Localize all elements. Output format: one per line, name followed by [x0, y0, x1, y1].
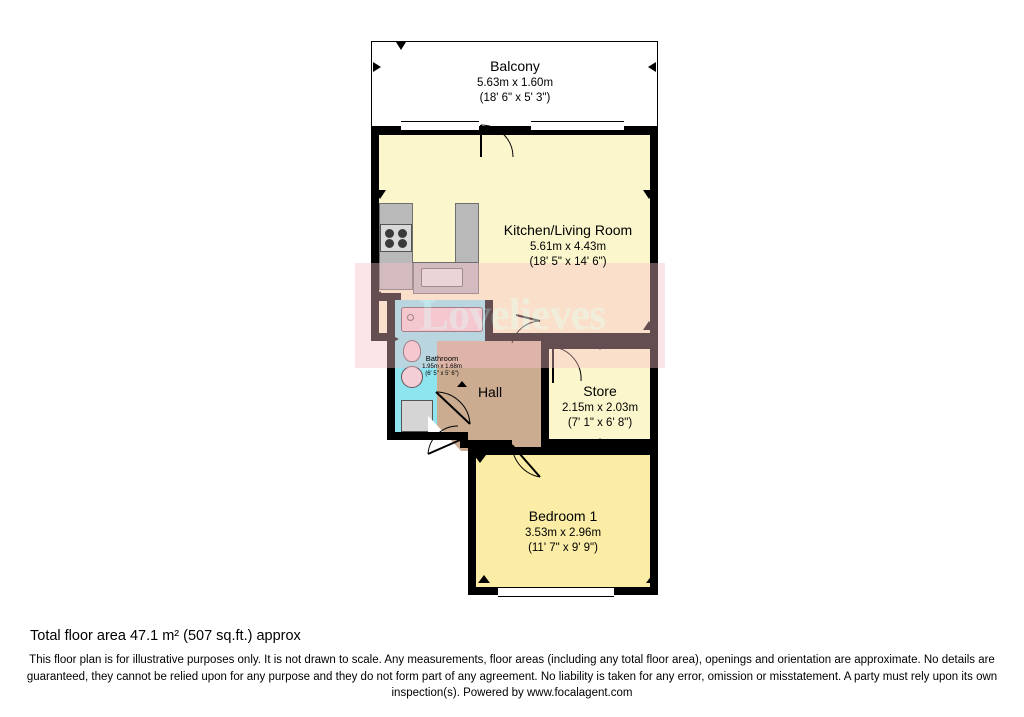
watermark-text: Lovelieves	[419, 290, 606, 339]
label-bedroom-name: Bedroom 1	[528, 508, 598, 524]
label-bathroom-name: Bathroom	[425, 354, 459, 363]
kitchen-notch	[0, 0, 30, 48]
wall-outer-left-lower	[387, 400, 395, 440]
label-bathroom	[398, 354, 486, 379]
label-balcony-dim-imperial: (18' 6" x 5' 3")	[479, 91, 551, 104]
label-balcony-dim-metric: 5.63m x 1.60m	[476, 76, 554, 89]
label-bathroom-dim-imperial: (6' 5" x 5' 6")	[425, 371, 459, 378]
total-floor-area: Total floor area 47.1 m² (507 sq.ft.) approx	[30, 628, 301, 644]
label-bathroom-dim-metric: 1.95m x 1.68m	[422, 363, 462, 370]
label-store-dim-metric: 2.15m x 2.03m	[561, 401, 639, 414]
label-balcony	[405, 58, 625, 105]
hob-icon	[380, 224, 412, 252]
label-hall-name: Hall	[477, 384, 503, 400]
window-balcony-right	[531, 121, 624, 131]
footer	[0, 628, 1024, 702]
label-kitchen-name: Kitchen/Living Room	[503, 222, 633, 238]
label-bedroom-1	[473, 508, 653, 555]
window-bedroom	[498, 587, 614, 597]
bathtub-icon	[401, 307, 483, 332]
label-store	[540, 383, 660, 430]
disclaimer-text: This floor plan is for illustrative purposes only. It is not drawn to scale. Any measurements, floor areas (including any total floor area), openings and orientation are approximate. No details are guaranteed, they cannot be relied upon for any purpose and they do not form part of any agreement. No liability is taken for any error, omission or misstatement. A party must rely upon its own inspection(s). Powered by www.focalagent.com	[26, 654, 998, 700]
label-balcony-name: Balcony	[490, 58, 540, 74]
label-bedroom-dim-metric: 3.53m x 2.96m	[524, 526, 602, 539]
door-balcony	[479, 123, 533, 157]
sink-icon	[421, 268, 463, 287]
door-store	[549, 345, 585, 385]
label-store-name: Store	[583, 383, 617, 399]
label-store-dim-imperial: (7' 1" x 6' 8")	[567, 416, 633, 429]
label-bedroom-dim-imperial: (11' 7" x 9' 9")	[528, 541, 598, 554]
label-kitchen-dim-metric: 5.61m x 4.43m	[529, 240, 607, 253]
label-kitchen-living	[458, 222, 678, 269]
label-kitchen-dim-imperial: (18' 5" x 14' 6")	[529, 255, 607, 268]
window-balcony-left	[401, 121, 479, 131]
door-kitchen-hall	[500, 311, 542, 345]
door-entrance	[424, 424, 468, 458]
label-hall	[460, 384, 520, 402]
door-bedroom	[510, 443, 552, 479]
